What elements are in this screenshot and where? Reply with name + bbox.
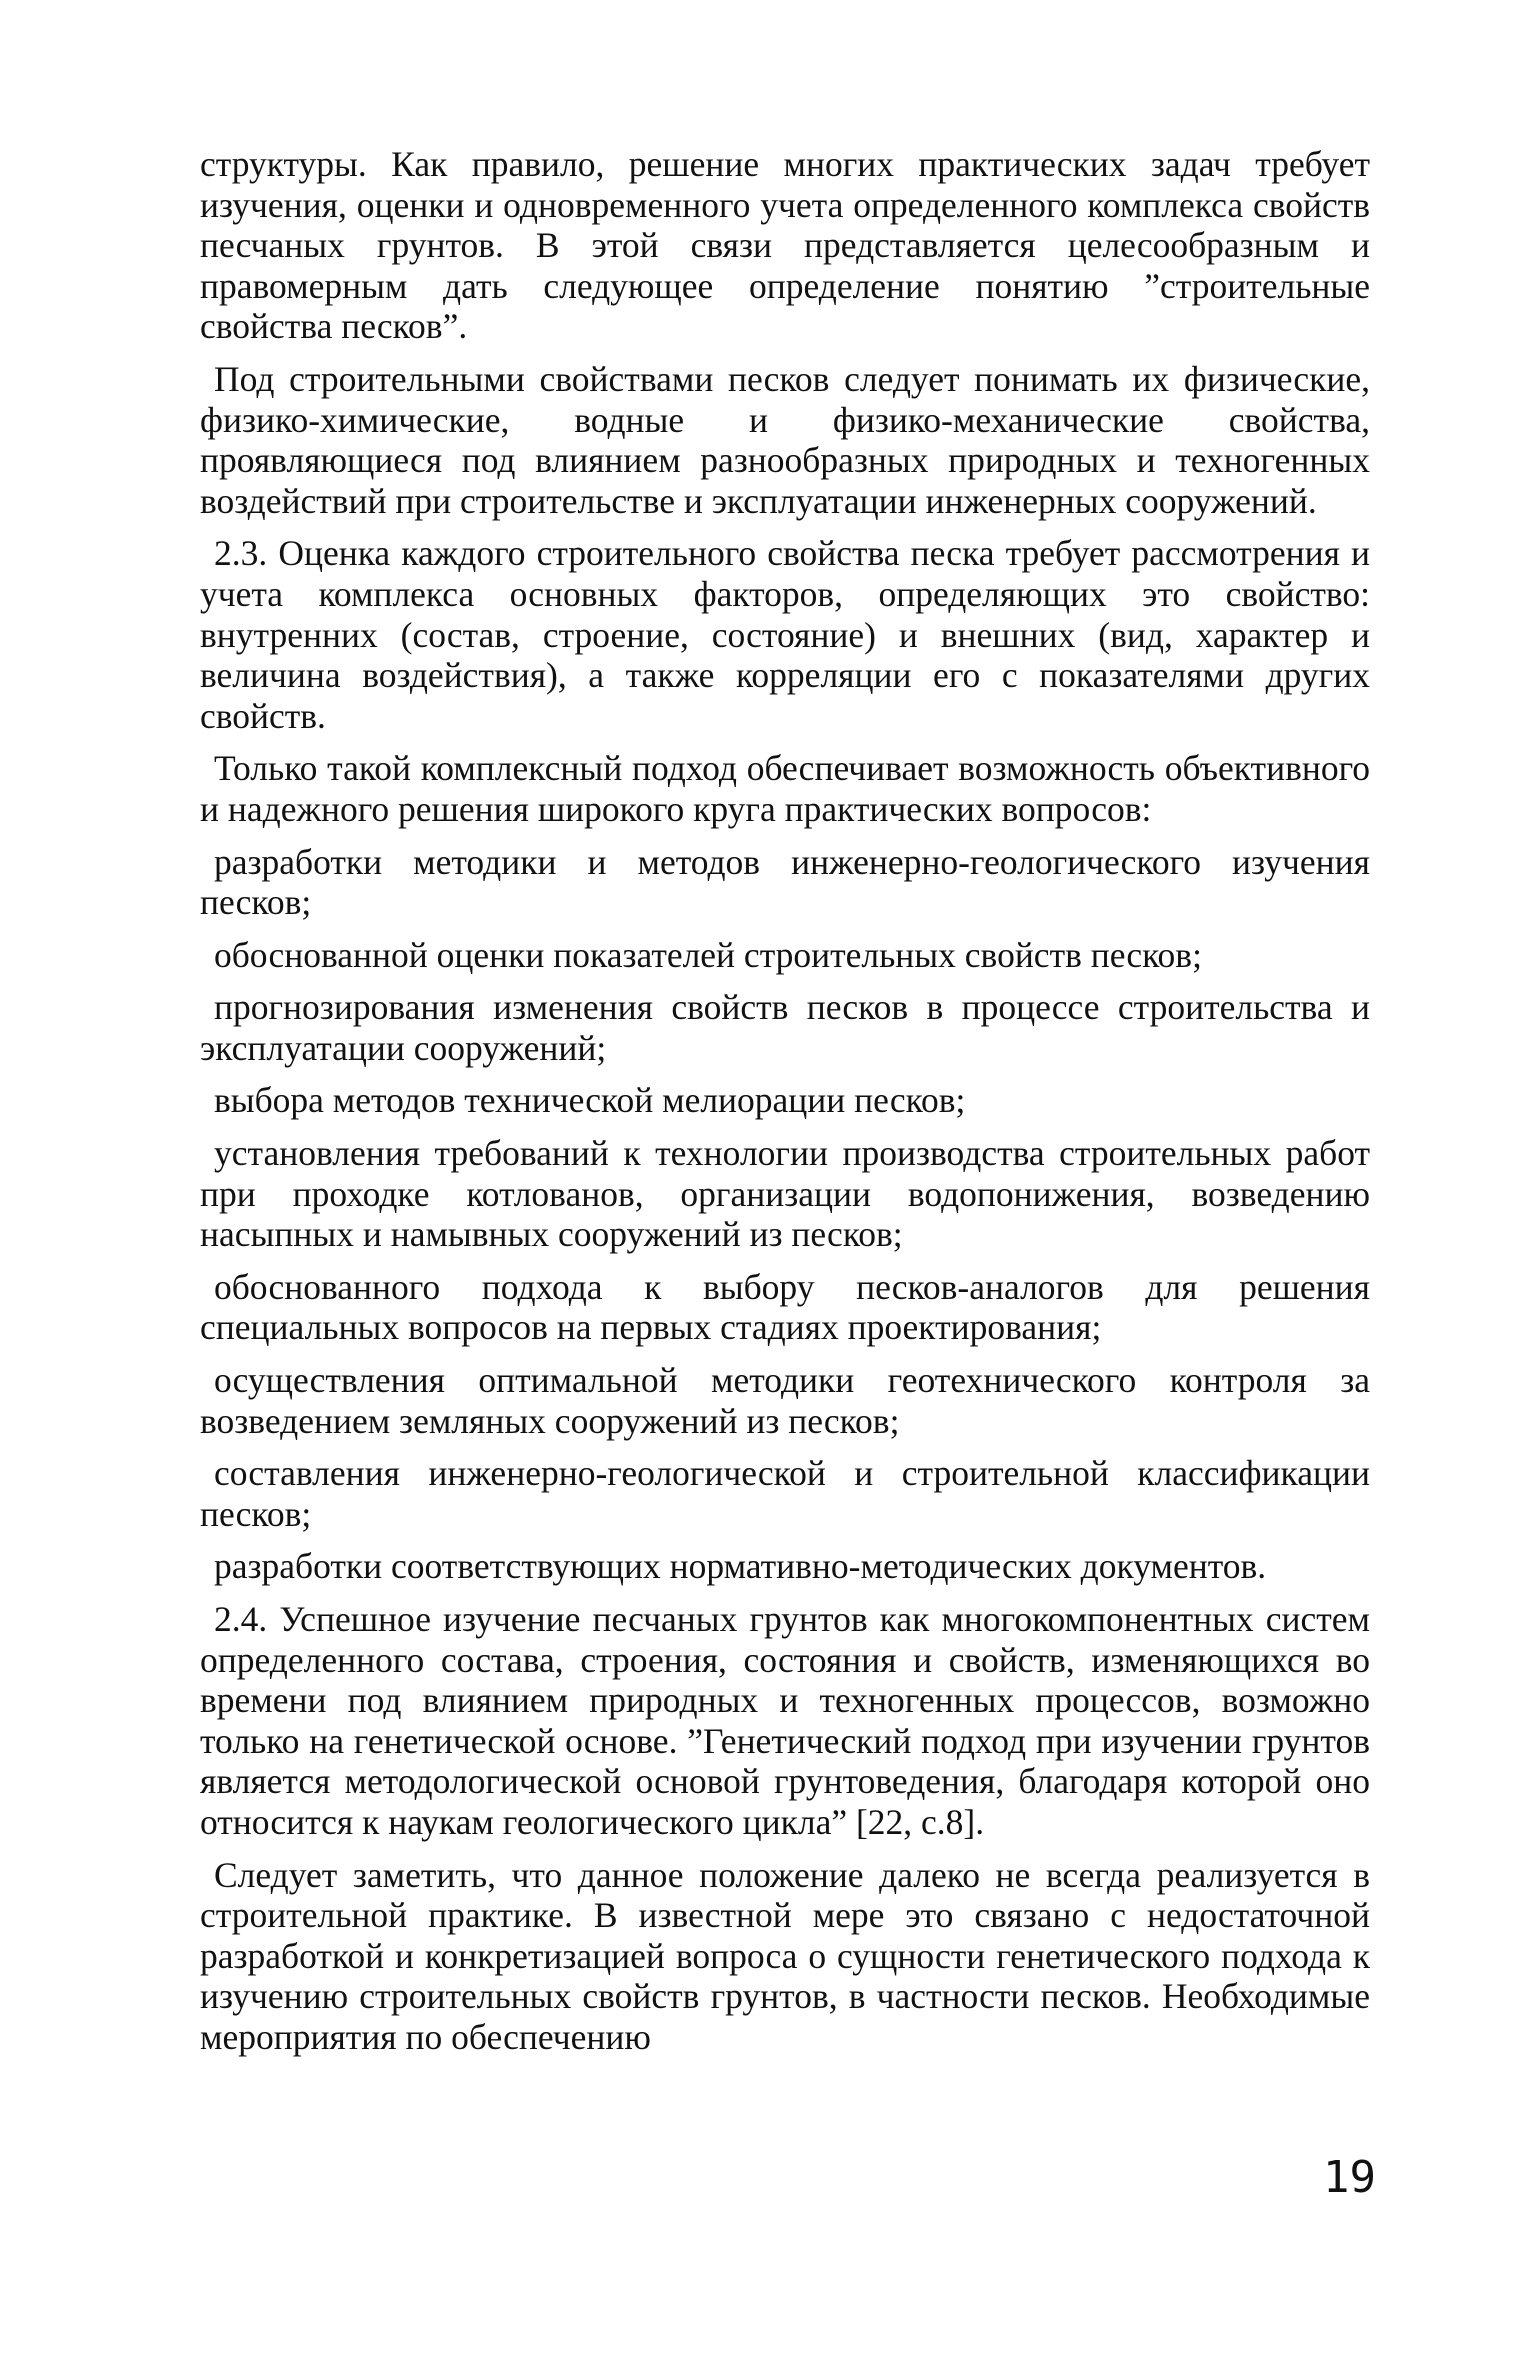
list-item: составления инженерно-геологической и строительной классификации песков; bbox=[200, 1453, 1370, 1534]
list-item: установления требований к технологии производства строительных работ при проходке котлованов, организации водопонижения, возведению насыпных и намывных сооружений из песков; bbox=[200, 1133, 1370, 1255]
list-item: обоснованной оценки показателей строительных свойств песков; bbox=[214, 934, 1202, 975]
paragraph-definition: Под строительными свойствами песков следует понимать их физические, физико-химические, водные и физико-механические свойства, проявляющиеся под влиянием разнообразных природных и техногенных воздействий при строительстве и эксплуатации инженерных сооружений. bbox=[200, 358, 1370, 521]
paragraph-section-2-3: 2.3. Оценка каждого строительного свойства песка требует рассмотрения и учета комплекса основных факторов, определяющих это свойство: внутренних (состав, строение, состояние) и внешних (вид, характер и величина воздействия), а также корреляции его с показателями других свойств. bbox=[200, 533, 1370, 736]
paragraph-conclusion: Следует заметить, что данное положение далеко не всегда реализуется в строительной практике. В известной мере это связано с недостаточной разработкой и конкретизацией вопроса о сущности генетического подхода к изучению строительных свойств грунтов, в частности песков. Необходимые мероприятия по обеспечению bbox=[200, 1854, 1370, 2057]
paragraph-structures: структуры. Как правило, решение многих практических задач требует изучения, оценки и одновременного учета определенного комплекса свойств песчаных грунтов. В этой связи представляется целесообразным и правомерным дать следующее определение понятию ”строительные свойства песков”. bbox=[200, 144, 1370, 347]
list-item: разработки соответствующих нормативно-методических документов. bbox=[214, 1546, 1267, 1587]
list-item: прогнозирования изменения свойств песков в процессе строительства и эксплуатации сооружений; bbox=[200, 987, 1370, 1068]
list-item: разработки методики и методов инженерно-геологического изучения песков; bbox=[200, 841, 1370, 923]
paragraph-complex-approach: Только такой комплексный подход обеспечивает возможность объективного и надежного решения широкого круга практических вопросов: bbox=[200, 748, 1370, 829]
body-text bbox=[200, 144, 1370, 2058]
page-number: 19 bbox=[1323, 2152, 1376, 2203]
list-item: обоснованного подхода к выбору песков-аналогов для решения специальных вопросов на первых стадиях проектирования; bbox=[200, 1266, 1370, 1348]
paragraph-section-2-4: 2.4. Успешное изучение песчаных грунтов как многокомпонентных систем определенного состава, строения, состояния и свойств, изменяющихся во времени под влиянием природных и техногенных процессов, возможно только на генетической основе. ”Генетический подход при изучении грунтов является методологической основой грунтоведения, благодаря которой оно относится к наукам геологического цикла” [22, с.8]. bbox=[200, 1599, 1370, 1842]
list-item: выбора методов технической мелиорации песков; bbox=[214, 1080, 966, 1121]
list-item: осуществления оптимальной методики геотехнического контроля за возведением земляных сооружений из песков; bbox=[200, 1360, 1370, 1441]
